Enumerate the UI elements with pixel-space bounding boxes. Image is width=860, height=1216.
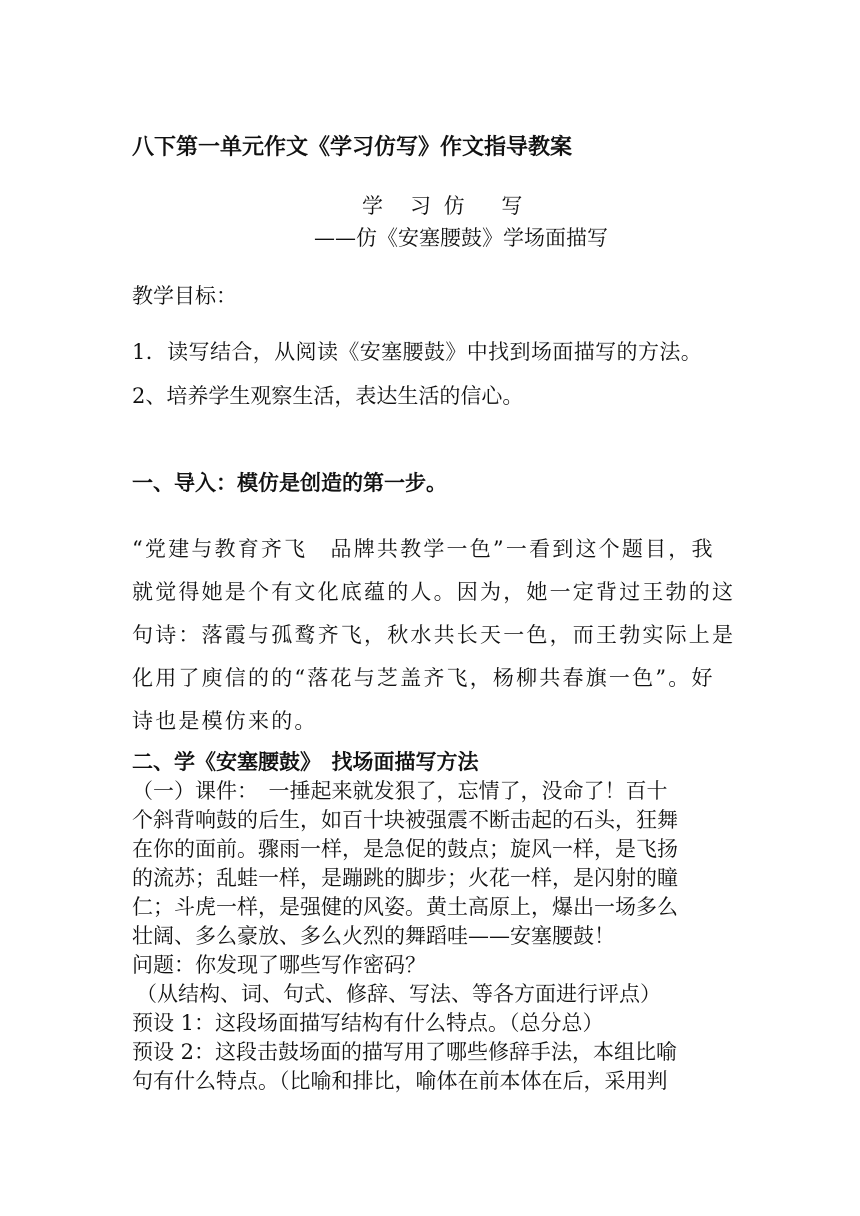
preset-2-line: 预设 2：这段击鼓场面的描写用了哪些修辞手法，本组比喻 bbox=[132, 1040, 678, 1064]
courseware-line: 在你的面前。骤雨一样，是急促的鼓点；旋风一样，是飞扬 bbox=[132, 837, 678, 861]
courseware-line: 仁；斗虎一样，是强健的风姿。黄土高原上，爆出一场多么 bbox=[132, 895, 678, 919]
intro-line: 诗也是模仿来的。 bbox=[132, 709, 318, 733]
section-1-heading: 一、导入：模仿是创造的第一步。 bbox=[132, 471, 447, 495]
intro-line: “党建与教育齐飞 品牌共教学一色”一看到这个题目，我 bbox=[132, 537, 715, 561]
question-text: 问题：你发现了哪些写作密码？ bbox=[132, 953, 426, 977]
intro-line: 句诗：落霞与孤鹜齐飞，秋水共长天一色，而王勃实际上是 bbox=[132, 623, 736, 647]
courseware-line: 壮阔、多么豪放、多么火烈的舞蹈哇——安塞腰鼓！ bbox=[132, 924, 615, 948]
objective-2: 2、培养学生观察生活，表达生活的信心。 bbox=[132, 384, 524, 408]
heading-main: 学 习 仿 写 bbox=[362, 194, 526, 218]
document-title: 八下第一单元作文《学习仿写》作文指导教案 bbox=[132, 135, 573, 160]
section-2-heading: 二、学《安塞腰鼓》 找场面描写方法 bbox=[132, 750, 479, 774]
objectives-label: 教学目标： bbox=[132, 284, 237, 308]
objective-1: 1．读写结合，从阅读《安塞腰鼓》中找到场面描写的方法。 bbox=[132, 340, 703, 364]
evaluation-note: （从结构、词、句式、修辞、写法、等各方面进行评点） bbox=[136, 982, 661, 1006]
courseware-line: 的流苏；乱蛙一样，是蹦跳的脚步；火花一样，是闪射的瞳 bbox=[132, 866, 678, 890]
courseware-line: （一）课件： 一捶起来就发狠了，忘情了，没命了！百十 bbox=[132, 779, 668, 803]
heading-subtitle: ——仿《安塞腰鼓》学场面描写 bbox=[314, 226, 608, 250]
preset-1: 预设 1：这段场面描写结构有什么特点。（总分总） bbox=[132, 1011, 604, 1035]
courseware-line: 个斜背响鼓的后生，如百十块被强震不断击起的石头，狂舞 bbox=[132, 808, 678, 832]
intro-line: 就觉得她是个有文化底蕴的人。因为，她一定背过王勃的这 bbox=[132, 580, 736, 604]
preset-2-line: 句有什么特点。（比喻和排比，喻体在前本体在后，采用判 bbox=[132, 1069, 668, 1093]
intro-line: 化用了庾信的的“落花与芝盖齐飞，杨柳共春旗一色”。好 bbox=[132, 666, 715, 690]
